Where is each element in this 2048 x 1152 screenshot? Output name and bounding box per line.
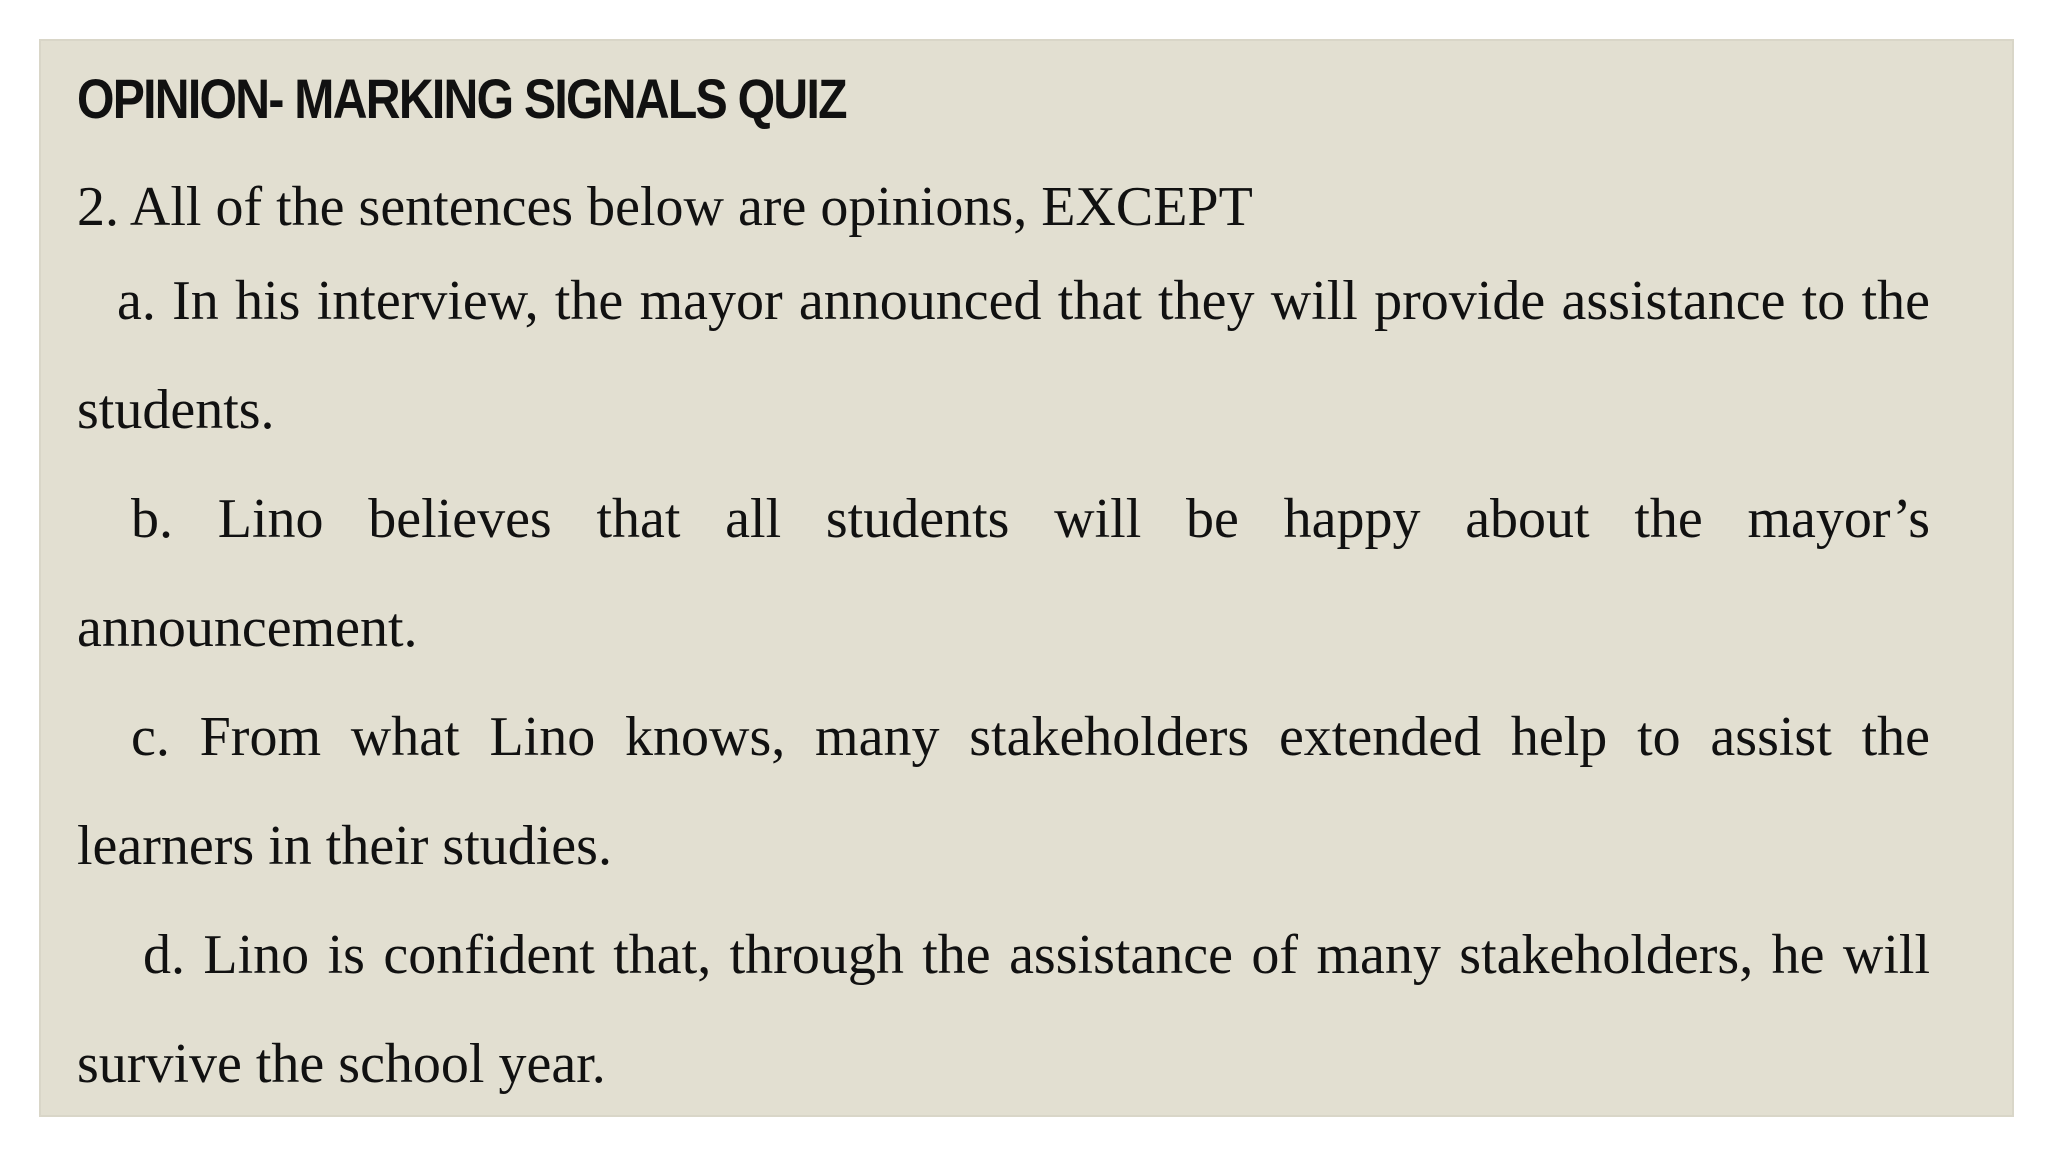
option-c: c. From what Lino knows, many stakeholders extended help to assist the learners in their studies. <box>77 706 1930 877</box>
slide-panel <box>39 39 2014 1117</box>
option-a: a. In his interview, the mayor announced that they will provide assistance to the students. <box>77 270 1930 441</box>
option-d: d. Lino is confident that, through the assistance of many stakeholders, he will survive the school year. <box>77 924 1930 1095</box>
slide-content <box>77 59 1930 1119</box>
question-text: 2. All of the sentences below are opinions, EXCEPT <box>77 176 1253 238</box>
quiz-title: OPINION- MARKING SIGNALS QUIZ <box>77 67 846 130</box>
option-b: b. Lino believes that all students will be happy about the mayor’s announcement. <box>77 488 1930 659</box>
